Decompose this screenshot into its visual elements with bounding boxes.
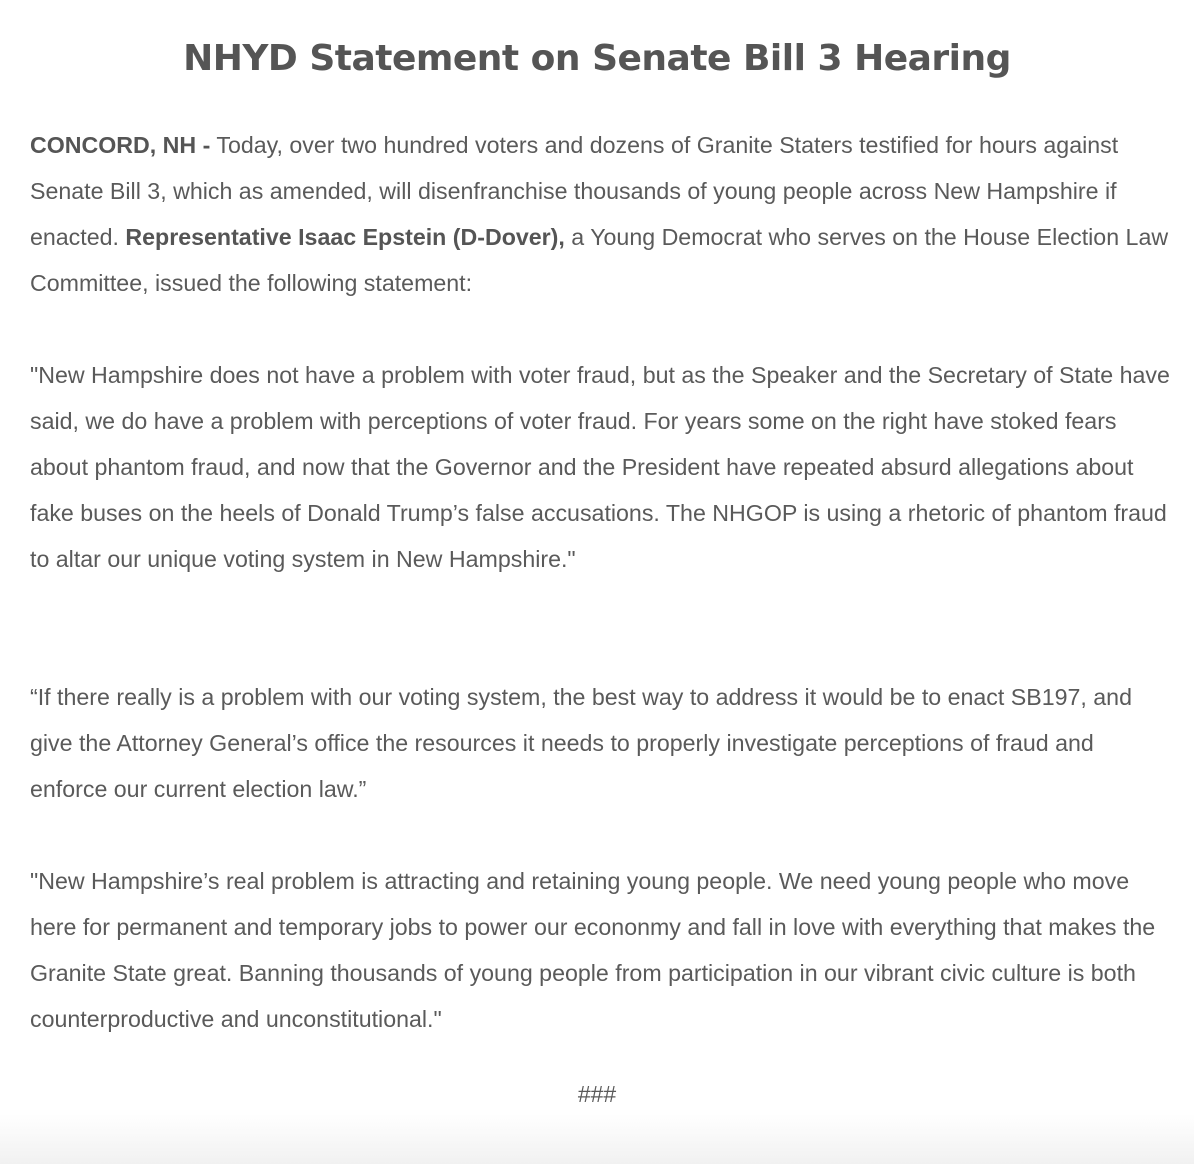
speaker-name: Representative Isaac Epstein (D-Dover), (125, 224, 565, 250)
end-of-release-mark: ### (577, 1081, 617, 1107)
quote-paragraph-3: "New Hampshire’s real problem is attracting and retaining young people. We need young people who move here for permanent and temporary jobs to power our econonmy and fall in love with everything that makes the Granite State great. Banning thousands of young people from participation in our vibrant civic culture is both counterproductive and unconstitutional." (30, 868, 1156, 1032)
quote-paragraph-1: "New Hampshire does not have a problem with voter fraud, but as the Speaker and the Secretary of State have said, we do have a problem with perceptions of voter fraud. For years some on the right have stoked fears about phantom fraud, and now that the Governor and the President have repeated absurd allegations about fake buses on the heels of Donald Trump’s false accusations. The NHGOP is using a rhetoric of phantom fraud to altar our unique voting system in New Hampshire." (30, 362, 1170, 572)
page-title: NHYD Statement on Senate Bill 3 Hearing (183, 38, 1011, 79)
quote-paragraph-2: “If there really is a problem with our voting system, the best way to address it would be to enact SB197, and give the Attorney General’s office the resources it needs to properly investigate perceptions of fraud and enforce our current election law.” (30, 684, 1132, 802)
intro-paragraph (30, 122, 1170, 306)
dateline: CONCORD, NH - (30, 132, 211, 158)
bottom-shadow-divider (0, 1114, 1194, 1164)
intro-text-continued: a Young Democrat who serves on the House Election Law Committee, issued the following statement: (30, 224, 1169, 296)
intro-text: Today, over two hundred voters and dozens of Granite Staters testified for hours against Senate Bill 3, which as amended, will disenfranchise thousands of young people across New Hampshire if enacted. (30, 132, 1119, 250)
